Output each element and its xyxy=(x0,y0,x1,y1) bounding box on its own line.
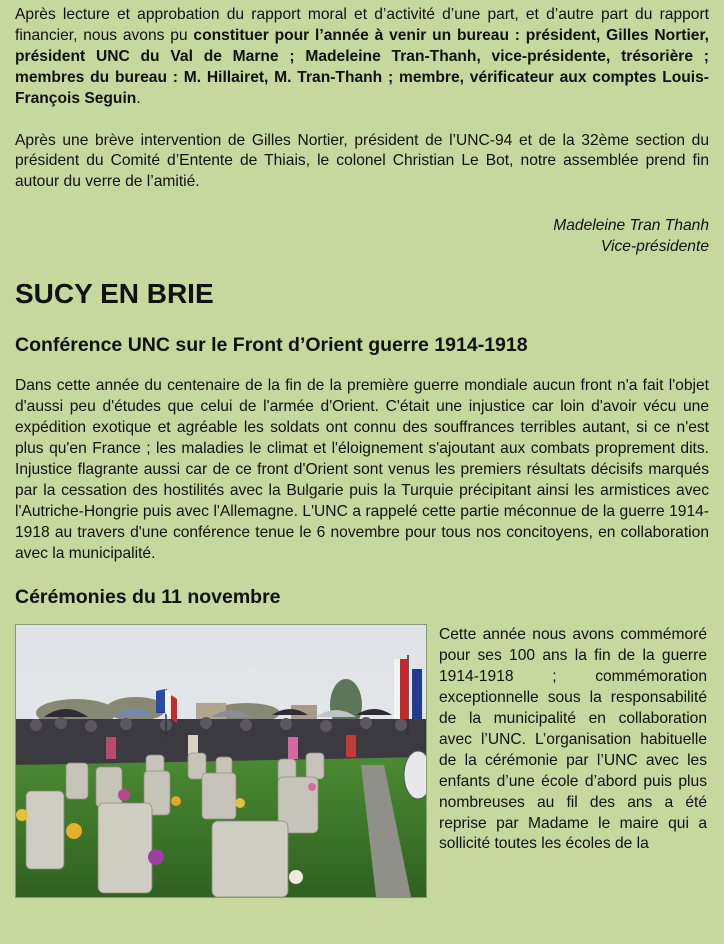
conference-heading: Conférence UNC sur le Front d’Orient guerre 1914-1918 xyxy=(15,334,528,357)
section-town-title: SUCY EN BRIE xyxy=(15,278,214,310)
intro-paragraph-bureau xyxy=(15,0,709,110)
cemetery-ceremony-photo xyxy=(15,624,427,898)
intro-text-end: . xyxy=(136,89,141,107)
ceremony-heading: Cérémonies du 11 novembre xyxy=(15,586,281,609)
conference-paragraph: Dans cette année du centenaire de la fin de la première guerre mondiale aucun front n'a fait l'objet d'aussi peu d'études que celui de l'armée d'Orient. C'était une injustice car loin d'avoir vécu une expédition exotique et agréable les soldats ont connu des souffrances terribles autant, si ce n'est plus qu'en France ; les maladies le climat et l'éloignement s'ajoutant aux combats proprement dits. Injustice flagrante aussi car de ce front d'Orient sont venus les premiers résultats décisifs marqués par la cessation des hostilités avec la Bulgarie puis la Turquie précipitant ainsi les armistices avec l'Autriche-Hongrie puis avec l'Allemagne. L'UNC a rappelé cette partie méconnue de la guerre 1914-1918 au travers d'une conférence tenue le 6 novembre pour tous nos concitoyens, en collaboration avec la municipalité. xyxy=(15,377,709,562)
signature-name: Madeleine Tran Thanh xyxy=(553,217,709,235)
signature-block xyxy=(15,215,709,257)
ceremony-paragraph: Cette année nous avons commémoré pour ses 100 ans la fin de la guerre 1914-1918 ; commémoration exceptionnelle sous la responsabilité de la municipalité en collaboration avec l’UNC. L’organisation habituelle de la cérémonie par l’UNC avec les enfants d’une école d’abord puis plus nombreuses au fil des ans a été reprise par Madame le maire qui a sollicité toutes les écoles de la xyxy=(439,626,707,853)
intro-text-start: Après lecture et approbation du rapport moral et d’activité d’une part, et d’autre part du rapport financier, nous avons pu xyxy=(15,6,709,44)
intro-paragraph-closing: Après une brève intervention de Gilles Nortier, président de l’UNC-94 et de la 32ème section du président du Comité d’Entente de Thiais, le colonel Christian Le Bot, notre assemblée prend fin autour du verre de l’amitié. xyxy=(15,131,709,191)
bureau-members-bold: constituer pour l’année à venir un bureau : président, Gilles Nortier, président UNC du Val de Marne ; Madeleine Tran-Thanh, vice-présidente, trésorière ; membres du bureau : M. Hillairet, M. Tran-Thanh ; membre, vérificateur aux comptes Louis-François Seguin xyxy=(15,26,710,107)
signature-role: Vice-présidente xyxy=(600,238,709,256)
ceremony-block xyxy=(15,624,709,904)
